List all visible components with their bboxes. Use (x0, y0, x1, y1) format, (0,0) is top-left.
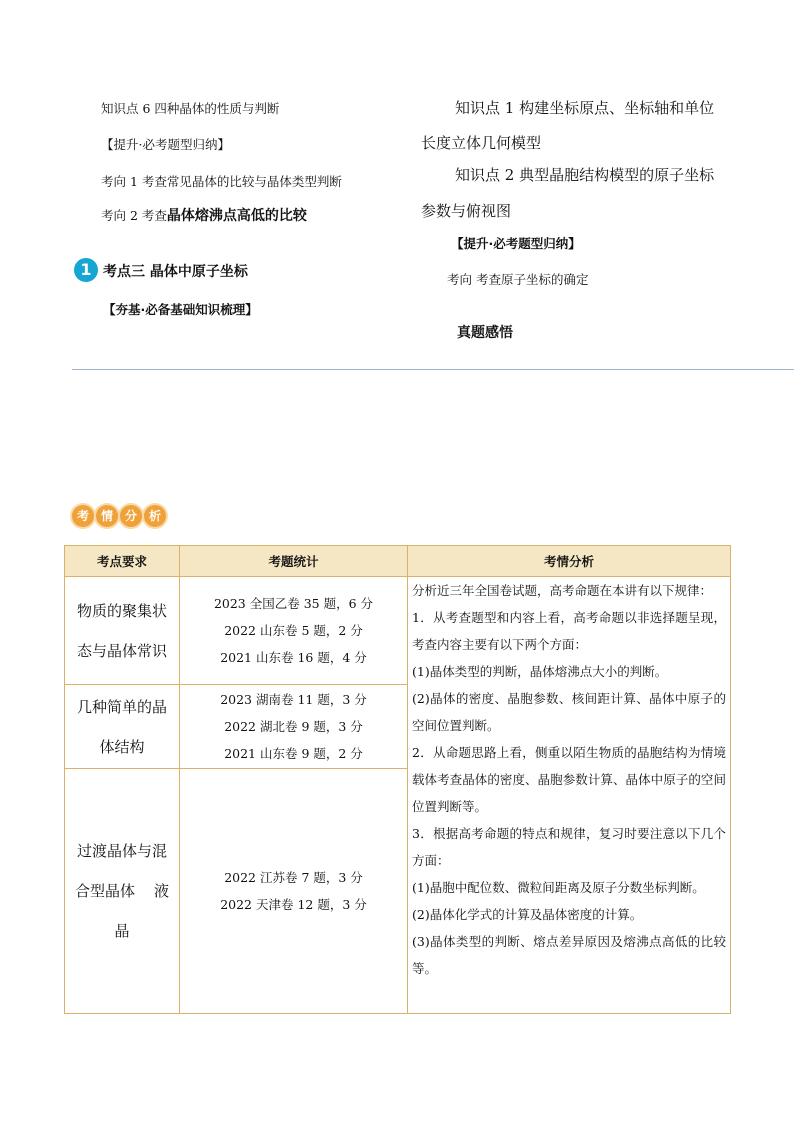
analysis-paragraph: 1．从考查题型和内容上看，高考命题以非选择题呈现，考查内容主要有以下两个方面： (412, 610, 726, 652)
statistics-line: 2023 全国乙卷 35 题，6 分 (213, 596, 374, 611)
section-tag-char: 考 (72, 505, 94, 527)
analysis-paragraph: (2)晶体的密度、晶胞参数、核间距计算、晶体中原子的空间位置判断。 (412, 691, 726, 733)
toc-knowledge-1-line2[interactable]: 长度立体几何模型 (421, 134, 542, 152)
statistics-line: 2022 江苏卷 7 题，3 分 (224, 870, 363, 885)
toc-knowledge-2-line1[interactable]: 知识点 2 典型晶胞结构模型的原子坐标 (455, 166, 715, 184)
toc-section-3-title[interactable]: 考点三 晶体中原子坐标 (103, 264, 248, 280)
analysis-paragraph: (3)晶体类型的判断、熔点差异原因及熔沸点高低的比较等。 (412, 934, 726, 976)
requirement-line: 态与晶体常识 (76, 641, 167, 660)
section-tag-char: 分 (120, 505, 142, 527)
requirement-line: 几种简单的晶 (76, 697, 167, 716)
analysis-paragraph: (1)晶体类型的判断，晶体熔沸点大小的判断。 (412, 664, 668, 679)
requirement-line: 物质的聚集状 (76, 601, 167, 620)
header-analysis: 考情分析 (408, 546, 731, 577)
analysis-cell (408, 577, 731, 1014)
requirement-line: 体结构 (99, 737, 145, 756)
table-row (65, 577, 731, 685)
requirement-line: 晶 (114, 922, 130, 940)
statistics-line: 2021 山东卷 9 题，2 分 (224, 746, 363, 761)
section-tag-char: 情 (96, 505, 118, 527)
toc-kaoxiang-right[interactable]: 考向 考查原子坐标的确定 (447, 272, 589, 287)
toc-kaoxiang-2-prefix: 考向 2 考查 (101, 208, 167, 223)
requirement-cell (65, 769, 180, 1014)
toc-kaoxiang-1[interactable]: 考向 1 考查常见晶体的比较与晶体类型判断 (101, 174, 342, 189)
header-requirement: 考点要求 (65, 546, 180, 577)
toc-zhenti[interactable]: 真题感悟 (457, 325, 513, 341)
requirement-cell (65, 685, 180, 769)
statistics-line: 2022 山东卷 5 题，2 分 (224, 623, 363, 638)
toc-hangji[interactable]: 【夯基·必备基础知识梳理】 (103, 302, 258, 317)
exam-analysis-table (64, 545, 731, 1014)
analysis-paragraph: 2．从命题思路上看，侧重以陌生物质的晶胞结构为情境载体考查晶体的密度、晶胞参数计算、晶体中原子的空间位置判断等。 (412, 745, 726, 814)
section-number-badge: 1 (74, 258, 98, 282)
section-tag-kaoqing (72, 502, 168, 530)
requirement-line: 合型晶体 液 (74, 882, 170, 900)
toc-knowledge-1-line1[interactable]: 知识点 1 构建坐标原点、坐标轴和单位 (455, 99, 715, 117)
statistics-cell (180, 769, 408, 1014)
toc-kaoxiang-2[interactable] (101, 205, 307, 225)
requirement-cell (65, 577, 180, 685)
header-statistics: 考题统计 (180, 546, 408, 577)
divider-line (72, 369, 794, 370)
statistics-line: 2023 湖南卷 11 题，3 分 (220, 692, 367, 707)
statistics-line: 2022 湖北卷 9 题，3 分 (224, 719, 363, 734)
section-tag-char: 析 (144, 505, 166, 527)
statistics-cell (180, 577, 408, 685)
statistics-line: 2021 山东卷 16 题，4 分 (220, 650, 367, 665)
toc-knowledge-6[interactable]: 知识点 6 四种晶体的性质与判断 (101, 101, 280, 116)
analysis-paragraph: 分析近三年全国卷试题，高考命题在本讲有以下规律： (412, 583, 713, 598)
table-header-row (65, 546, 731, 577)
statistics-cell (180, 685, 408, 769)
toc-tisheng-left[interactable]: 【提升·必考题型归纳】 (101, 137, 230, 152)
toc-knowledge-2-line2[interactable]: 参数与俯视图 (421, 202, 512, 220)
analysis-paragraph: (2)晶体化学式的计算及晶体密度的计算。 (412, 907, 643, 922)
requirement-line: 过渡晶体与混 (76, 842, 167, 860)
analysis-paragraph: 3．根据高考命题的特点和规律，复习时要注意以下几个方面： (412, 826, 726, 868)
toc-tisheng-right[interactable]: 【提升·必考题型归纳】 (451, 236, 581, 251)
analysis-paragraph: (1)晶胞中配位数、微粒间距离及原子分数坐标判断。 (412, 880, 705, 895)
toc-kaoxiang-2-title: 晶体熔沸点高低的比较 (166, 208, 307, 224)
statistics-line: 2022 天津卷 12 题，3 分 (220, 897, 367, 912)
